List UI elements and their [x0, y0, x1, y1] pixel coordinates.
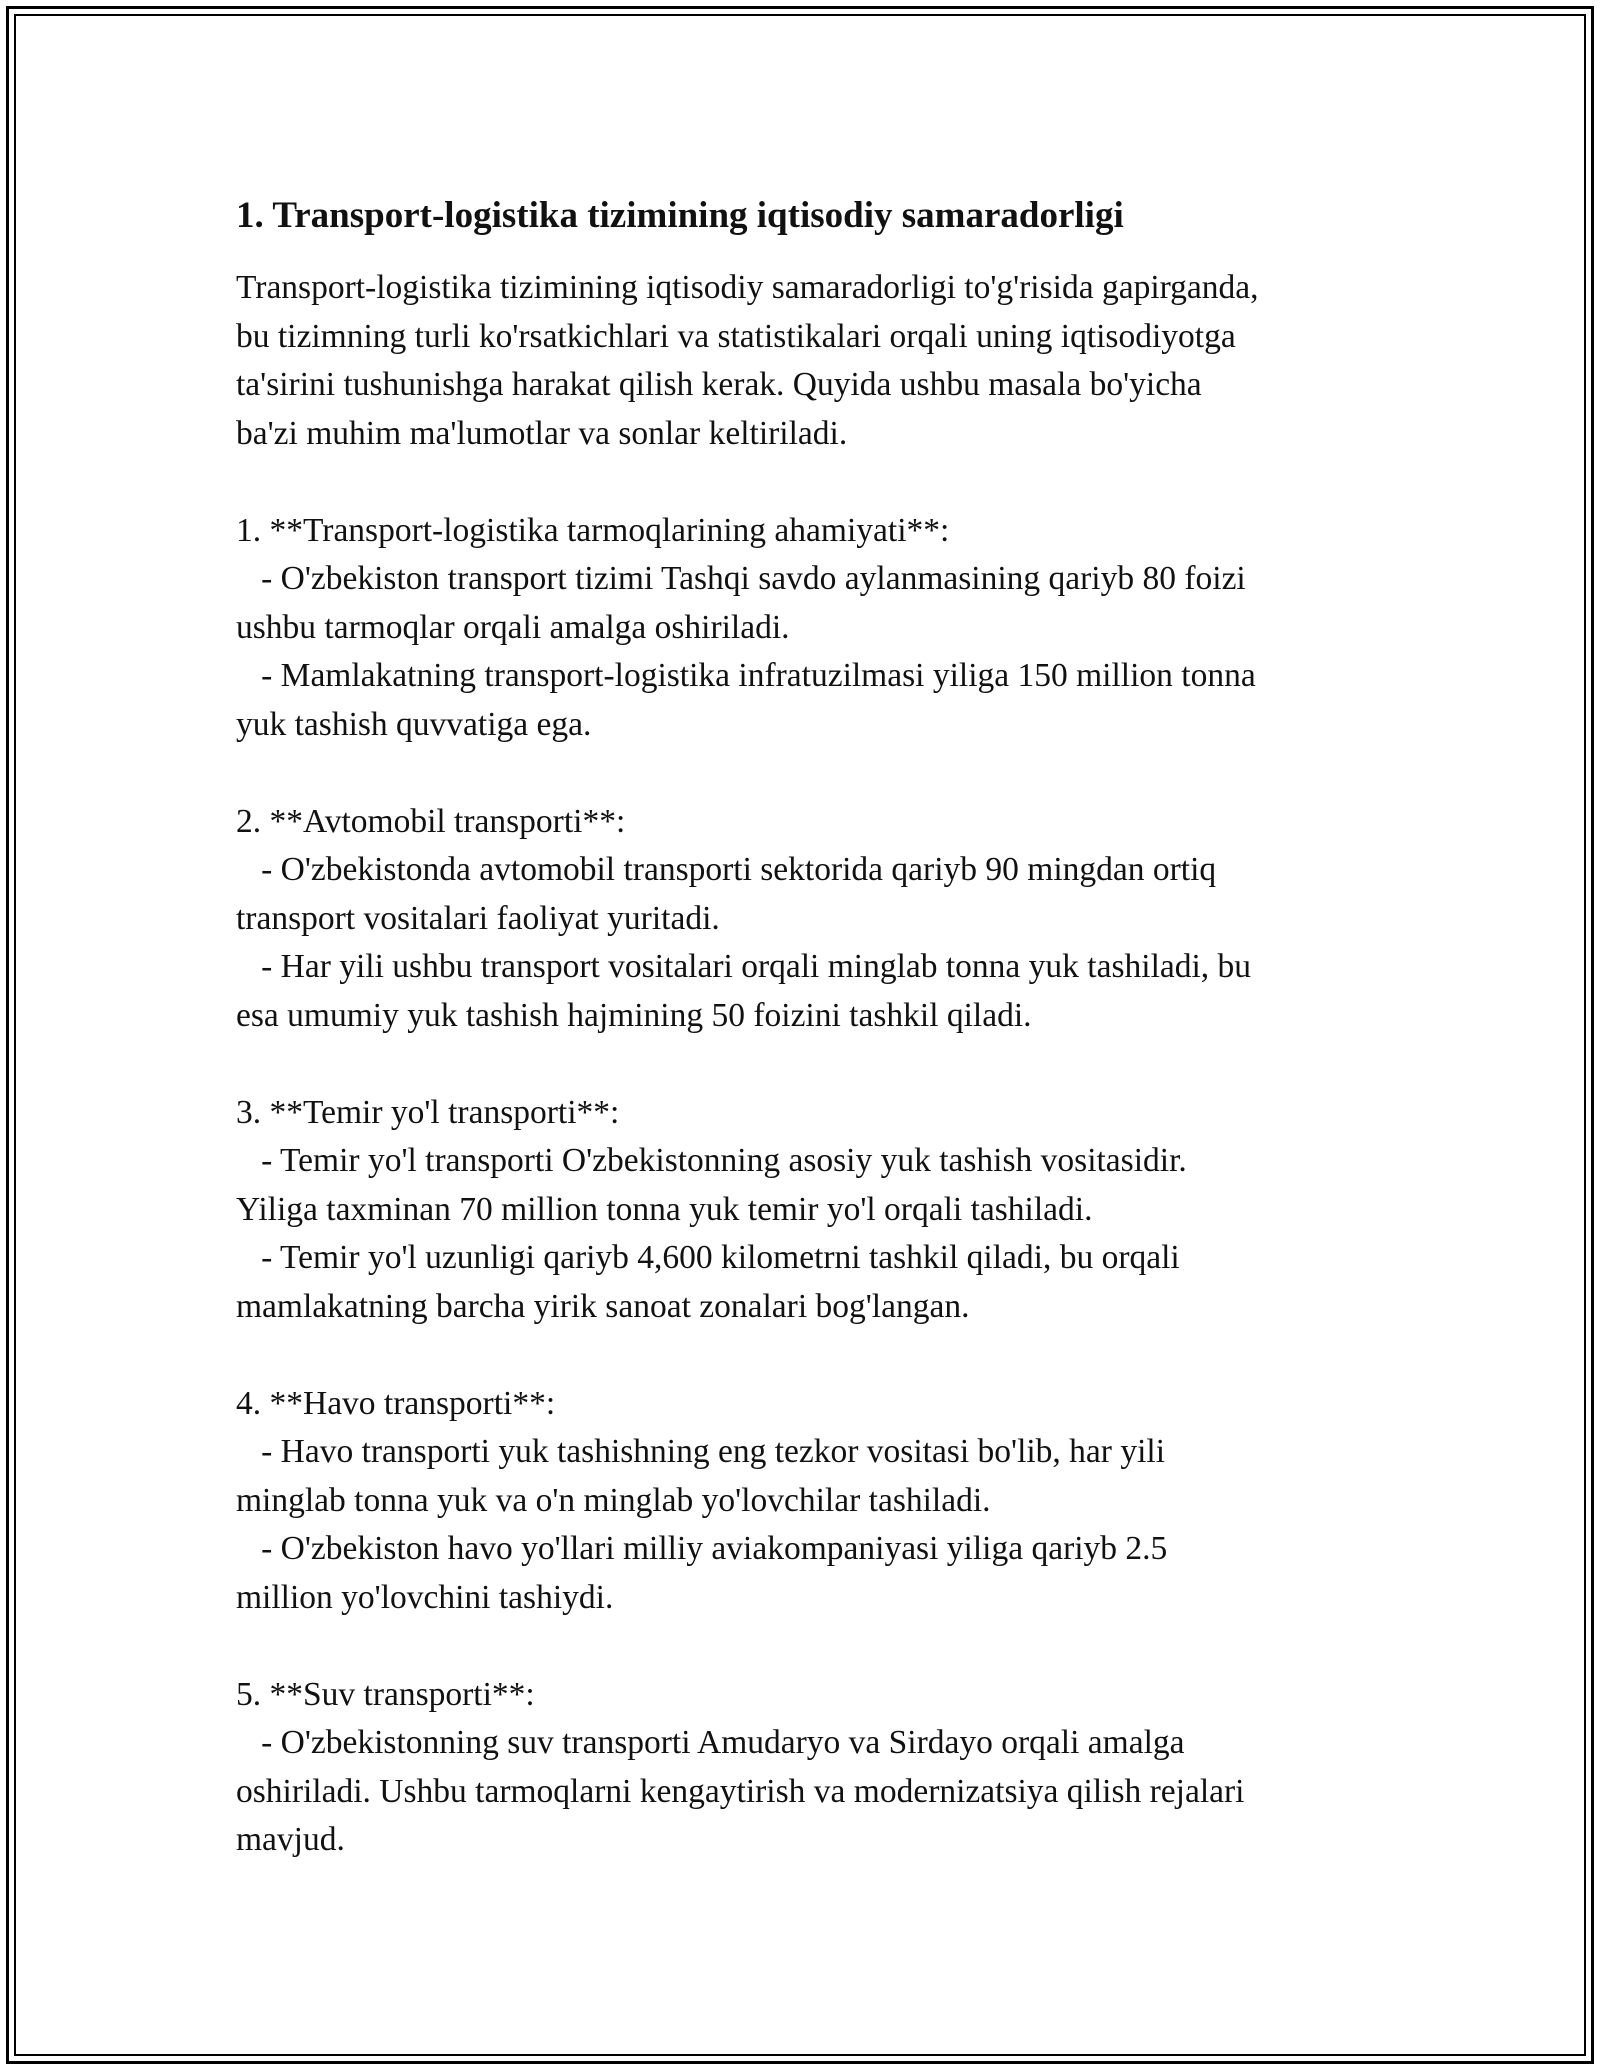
document-body: Transport-logistika tizimining iqtisodiy samaradorligi to'g'risida gapirganda, bu tizimning turli ko'rsatkichlari va statistikalari orqali uning iqtisodiyotga ta'sirini tushunishga harakat qilish kerak. Quyida ushbu masala bo'yicha ba'zi muhim ma'lumotlar va sonlar keltiriladi. 1. **Transport-logistika tarmoqlarining ahamiyati**: - O'zbekiston transport tizimi Tashqi savdo aylanmasining qariyb 80 foizi ushbu tarmoqlar orqali amalga oshiriladi. - Mamlakatning transport-logistika infratuzilmasi yiliga 150 million tonna yuk tashish quvvatiga ega. 2. **Avtomobil transporti**: - O'zbekistonda avtomobil transporti sektorida qariyb 90 mingdan ortiq transport vositalari faoliyat yuritadi. - Har yili ushbu transport vositalari orqali minglab tonna yuk tashiladi, bu esa umumiy yuk tashish hajmining 50 foizini tashkil qiladi. 3. **Temir yo'l transporti**: - Temir yo'l transporti O'zbekistonning asosiy yuk tashish vositasidir. Yiliga taxminan 70 million tonna yuk temir yo'l orqali tashiladi. - Temir yo'l uzunligi qariyb 4,600 kilometrni tashkil qiladi, bu orqali mamlakatning barcha yirik sanoat zonalari bog'langan. 4. **Havo transporti**: - Havo transporti yuk tashishning eng tezkor vositasi bo'lib, har yili minglab tonna yuk va o'n minglab yo'lovchilar tashiladi. - O'zbekiston havo yo'llari milliy aviakompaniyasi yiliga qariyb 2.5 million yo'lovchini tashiydi. 5. **Suv transporti**: - O'zbekistonning suv transporti Amudaryo va Sirdayo orqali amalga oshiriladi. Ushbu tarmoqlarni kengaytirish va modernizatsiya qilish rejalari mavjud.: [236, 269, 1259, 1858]
document-title: 1. Transport-logistika tizimining iqtisodiy samaradorligi: [236, 195, 1124, 236]
document-content: [236, 188, 1396, 1865]
